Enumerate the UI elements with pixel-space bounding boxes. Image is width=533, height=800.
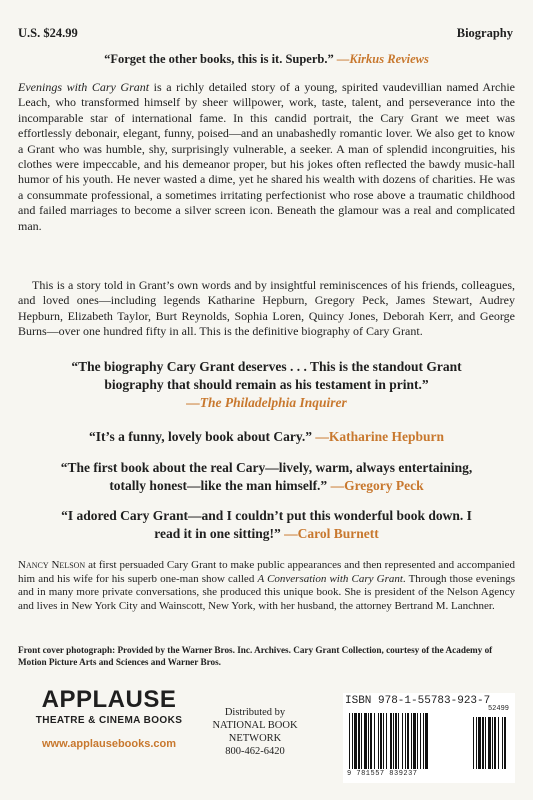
barcode-bar: [398, 713, 399, 769]
description-paragraph-2: This is a story told in Grant’s own words and by insightful reminiscences of his friends, colleagues, and loved ones—including legends Katharine Hepburn, Gregory Peck, James Stewart, Audrey Hepburn, Elizabeth Taylor, Burt Reynolds, Sophia Loren, Quincy Jones, Deborah Kerr, and George Burns—over one hundred fifty in all. This is the definitive biography of Cary Grant.: [18, 278, 515, 339]
barcode-bar: [407, 713, 409, 769]
barcode-bar: [492, 717, 493, 769]
distributor-line-1: Distributed by: [224, 707, 286, 718]
header-bar: [18, 26, 513, 42]
barcode-bar: [395, 713, 397, 769]
distributor-name: NATIONAL BOOK NETWORK: [212, 720, 298, 744]
publisher-logo-main: APPLAUSE: [41, 686, 177, 713]
barcode-bar: [488, 717, 491, 769]
barcode-bar: [390, 713, 392, 769]
kirkus-quote: [0, 52, 533, 67]
barcode-bar: [411, 713, 412, 769]
barcode-bar: [402, 713, 403, 769]
barcode-bar: [476, 717, 477, 769]
barcode-bar: [425, 713, 428, 769]
peck-quote-line-2: totally honest—like the man himself.”: [109, 478, 328, 493]
distributor-phone: 800-462-6420: [225, 746, 285, 757]
show-title: A Conversation with Cary Grant: [257, 572, 403, 585]
barcode-bar: [354, 713, 357, 769]
barcode-bar: [383, 713, 384, 769]
author-bio: [18, 559, 515, 613]
inquirer-quote-line-1: “The biography Cary Grant deserves . . . This is the standout Grant: [71, 359, 462, 374]
peck-quote: [0, 459, 533, 495]
burnett-quote-source: —Carol Burnett: [284, 526, 379, 541]
barcode-bar: [420, 713, 421, 769]
burnett-quote: [0, 507, 533, 543]
burnett-quote-line-2: read it in one sitting!”: [154, 526, 281, 541]
peck-quote-line-1: “The first book about the real Cary—lively, warm, always entertaining,: [60, 460, 473, 475]
book-title: Evenings with Cary Grant: [18, 80, 150, 94]
isbn-text: ISBN 978-1-55783-923-7: [345, 695, 491, 707]
barcode-bar: [374, 713, 375, 769]
author-bio-part-1: at first persuaded Cary Grant to make public appearances and then represented and accompanied him and his wife for his superb one-man show called: [18, 559, 515, 585]
barcode-bar: [364, 713, 367, 769]
barcode-bar: [485, 717, 486, 769]
photo-credit: Front cover photograph: Provided by the Warner Bros. Inc. Archives. Cary Grant Collection, courtesy of the Academy of Motion Picture Arts and Sciences and Warner Bros.: [18, 645, 493, 667]
hepburn-quote: [0, 428, 533, 446]
barcode-bar: [370, 713, 372, 769]
barcode-bar: [502, 717, 503, 769]
barcode-bar: [368, 713, 369, 769]
barcode-block: [343, 693, 515, 783]
barcode-digits: 9 781557 839237: [347, 770, 418, 778]
description-paragraph-1: [18, 80, 515, 234]
barcode-bar: [393, 713, 394, 769]
barcode-bar: [482, 717, 484, 769]
barcode-bar: [378, 713, 379, 769]
inquirer-quote-source: —The Philadelphia Inquirer: [186, 395, 347, 410]
burnett-quote-line-2-wrap: [0, 525, 533, 543]
barcode-bar: [361, 713, 362, 769]
inquirer-quote-line-2: biography that should remain as his testament in print.”: [104, 377, 429, 392]
genre-label: Biography: [456, 26, 513, 40]
author-name: Nancy Nelson: [18, 559, 86, 571]
barcode-bar: [386, 713, 387, 769]
price-label: U.S. $24.99: [18, 26, 78, 40]
publisher-website: www.applausebooks.com: [41, 738, 177, 750]
hepburn-quote-source: —Katharine Hepburn: [315, 429, 445, 444]
publisher-logo-sub: THEATRE & CINEMA BOOKS: [35, 715, 183, 726]
burnett-quote-line-1: “I adored Cary Grant—and I couldn’t put this wonderful book down. I: [61, 508, 472, 523]
barcode-bars-icon: [349, 713, 509, 769]
hepburn-quote-text: “It’s a funny, lovely book about Cary.”: [88, 429, 313, 444]
barcode-bar: [380, 713, 382, 769]
description-p1-text: is a richly detailed story of a young, spirited vaudevillian named Archie Leach, who transformed himself by sheer willpower, work, taste, talent, and perseverance into the incomparable star of international fame. In this candid portrait, the Cary Grant we meet was effortlessly debonair, elegant, funny, poised—and an unabashedly romantic lover. We also get to know a Grant who was humble, shy, surprisingly vulnerable, a seeker. A man of splendid incongruities, his clothes were impeccable, and his demeanor proper, but his jokes often reflected the bawdy music-hall humor of his youth. He never wasted a dime, yet he shared his wealth with dozens of charities. He was a consummate professional, a sometimes irritating perfectionist who rose above a traumatic childhood and failed marriages to become a silver screen icon. Beneath the glamour was a real and complicated man.: [18, 80, 516, 233]
barcode-bar: [473, 717, 474, 769]
kirkus-quote-source: —Kirkus Reviews: [336, 52, 429, 66]
author-bio-part-2: . Through those evenings and in many more private conversations, she produced this unique book. She is president of the Nelson Agency and lives in New York City and Wainscott, New York, with her husband, the attorney Bertrand M. Lanchner.: [18, 572, 515, 612]
barcode-bar: [358, 713, 360, 769]
barcode-bar: [498, 717, 499, 769]
barcode-bar: [478, 717, 481, 769]
barcode-bar: [494, 717, 496, 769]
peck-quote-line-2-wrap: [0, 477, 533, 495]
barcode-bar: [413, 713, 416, 769]
barcode-bar: [504, 717, 506, 769]
distributor-info: [190, 706, 320, 758]
barcode-bar: [417, 713, 418, 769]
peck-quote-source: —Gregory Peck: [330, 478, 424, 493]
barcode-bar: [405, 713, 406, 769]
kirkus-quote-text: “Forget the other books, this is it. Superb.”: [104, 52, 334, 66]
barcode-bar: [352, 713, 353, 769]
barcode-bar: [423, 713, 424, 769]
inquirer-quote: [0, 358, 533, 412]
publisher-logo: [24, 688, 194, 750]
barcode-bar: [349, 713, 350, 769]
price-code: 52499: [487, 705, 509, 713]
